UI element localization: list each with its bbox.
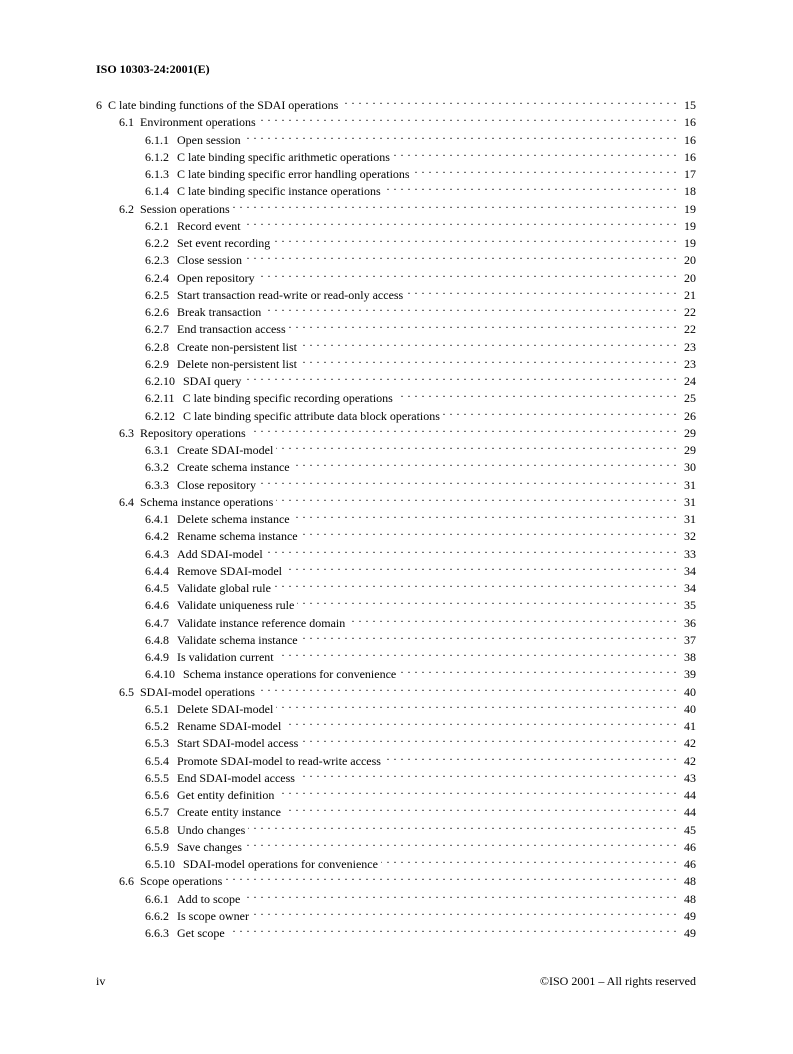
toc-entry-page: 42 <box>684 753 696 768</box>
toc-entry-page: 16 <box>684 149 696 164</box>
toc-entry-page: 44 <box>684 788 696 802</box>
toc-entry-page: 36 <box>684 615 696 630</box>
toc-entry-title: Environment operations <box>140 115 256 130</box>
toc-entry-title: SDAI-model operations <box>140 684 255 699</box>
toc-entry-page: 16 <box>684 115 696 130</box>
toc-dot-leader <box>399 661 677 678</box>
toc-dot-leader <box>396 385 677 402</box>
toc-entry-number: 6.2.2 <box>145 236 169 250</box>
toc-entry-page: 43 <box>684 770 696 785</box>
toc-entry-title: C late binding specific instance operations <box>177 184 381 199</box>
toc-entry-page: 22 <box>684 305 696 319</box>
toc-entry-page: 39 <box>684 667 696 682</box>
toc-entry-title: Create SDAI-model <box>177 443 274 457</box>
toc-dot-leader <box>300 351 677 368</box>
toc-entry-number: 6.1.4 <box>145 184 169 199</box>
toc-entry-page: 38 <box>684 650 696 664</box>
toc-entry-page: 37 <box>684 632 696 647</box>
toc-entry-page: 33 <box>684 546 696 561</box>
toc-dot-leader <box>393 144 677 161</box>
toc-entry-page: 49 <box>684 926 696 940</box>
toc-dot-leader <box>289 316 677 333</box>
toc-entry-page: 40 <box>684 684 696 699</box>
toc-entry-page: 16 <box>684 132 696 147</box>
table-of-contents <box>96 92 696 940</box>
toc-entry-page: 30 <box>684 460 696 475</box>
toc-entry-number: 6.2.7 <box>145 322 169 337</box>
toc-dot-leader <box>244 127 677 144</box>
toc-dot-leader <box>277 644 677 661</box>
toc-entry-page: 15 <box>684 98 696 112</box>
toc-entry-title: Rename SDAI-model <box>177 719 282 733</box>
toc-entry-number: 6.2.5 <box>145 287 169 302</box>
toc-entry-number: 6.6.1 <box>145 891 169 906</box>
toc-entry-number: 6.5.8 <box>145 822 169 837</box>
toc-dot-leader <box>384 178 677 195</box>
toc-entry-title: Add to scope <box>177 891 241 906</box>
toc-entry-number: 6.2 <box>119 201 134 216</box>
toc-entry-number: 6.4.2 <box>145 529 169 544</box>
toc-entry[interactable] <box>96 92 696 112</box>
toc-entry-title: Scope operations <box>140 874 223 889</box>
toc-dot-leader <box>301 627 677 644</box>
toc-entry-title: Open repository <box>177 270 255 285</box>
toc-dot-leader <box>258 265 677 282</box>
toc-entry-number: 6.2.9 <box>145 356 169 371</box>
toc-entry-title: SDAI-model operations for convenience <box>183 857 378 871</box>
toc-dot-leader <box>276 696 677 713</box>
toc-entry-page: 25 <box>684 391 696 406</box>
toc-dot-leader <box>301 730 677 747</box>
toc-entry-title: Delete schema instance <box>177 512 290 526</box>
toc-entry-title: End transaction access <box>177 322 286 337</box>
toc-entry-number: 6.4.3 <box>145 546 169 561</box>
toc-entry-title: End SDAI-model access <box>177 770 295 785</box>
toc-dot-leader <box>285 558 677 575</box>
toc-entry-number: 6.4.6 <box>145 598 169 613</box>
toc-dot-leader <box>274 575 677 592</box>
toc-entry-page: 19 <box>684 236 696 250</box>
toc-entry-number: 6.6 <box>119 874 134 889</box>
toc-entry-title: Create non-persistent list <box>177 339 297 354</box>
toc-entry-page: 34 <box>684 563 696 578</box>
toc-dot-leader <box>300 334 677 351</box>
toc-entry-title: Delete non-persistent list <box>177 356 297 371</box>
toc-dot-leader <box>244 368 677 385</box>
toc-dot-leader <box>298 765 677 782</box>
toc-dot-leader <box>266 541 677 558</box>
toc-dot-leader <box>406 282 677 299</box>
toc-entry-number: 6 <box>96 98 102 112</box>
toc-dot-leader <box>273 230 677 247</box>
toc-entry-page: 42 <box>684 736 696 751</box>
toc-entry-number: 6.2.1 <box>145 218 169 233</box>
toc-entry-number: 6.5.1 <box>145 701 169 716</box>
toc-entry-page: 31 <box>684 477 696 492</box>
toc-entry-page: 20 <box>684 270 696 285</box>
toc-entry-title: C late binding specific attribute data block operations <box>183 408 440 423</box>
toc-entry-page: 29 <box>684 443 696 457</box>
toc-entry-number: 6.5.6 <box>145 788 169 802</box>
toc-dot-leader <box>341 92 677 109</box>
toc-entry-page: 22 <box>684 322 696 337</box>
toc-entry-title: C late binding specific arithmetic operations <box>177 149 390 164</box>
toc-entry-title: SDAI query <box>183 374 242 388</box>
toc-entry-title: Session operations <box>140 201 230 216</box>
toc-entry-page: 24 <box>684 374 696 388</box>
toc-entry-title: Start transaction read-write or read-only access <box>177 287 404 302</box>
toc-entry-page: 17 <box>684 167 696 181</box>
toc-entry-page: 34 <box>684 581 696 595</box>
toc-entry-title: Create entity instance <box>177 805 281 820</box>
toc-dot-leader <box>264 299 677 316</box>
toc-entry-number: 6.4.1 <box>145 512 169 526</box>
toc-entry-title: Set event recording <box>177 236 271 250</box>
toc-entry-number: 6.1.3 <box>145 167 169 181</box>
toc-entry-title: C late binding functions of the SDAI operations <box>108 98 339 112</box>
toc-entry-number: 6.5.5 <box>145 770 169 785</box>
toc-entry-number: 6.5 <box>119 684 134 699</box>
toc-dot-leader <box>259 472 677 489</box>
toc-entry-page: 23 <box>684 356 696 371</box>
toc-entry-number: 6.4.5 <box>145 581 169 595</box>
toc-entry-page: 29 <box>684 425 696 440</box>
toc-dot-leader <box>276 437 677 454</box>
toc-dot-leader <box>276 489 677 506</box>
toc-entry-page: 40 <box>684 701 696 716</box>
toc-dot-leader <box>381 851 677 868</box>
toc-entry-number: 6.4.8 <box>145 632 169 647</box>
toc-entry-title: Schema instance operations <box>140 494 274 509</box>
footer-page-number: iv <box>96 974 106 988</box>
toc-entry-page: 48 <box>684 874 696 889</box>
toc-entry-number: 6.1.2 <box>145 149 169 164</box>
toc-entry-title: Validate uniqueness rule <box>177 598 295 613</box>
toc-dot-leader <box>384 748 677 765</box>
toc-dot-leader <box>245 247 677 264</box>
document-header: ISO 10303-24:2001(E) <box>96 62 210 76</box>
toc-entry-number: 6.2.12 <box>145 408 175 423</box>
toc-dot-leader <box>293 454 677 471</box>
toc-entry-page: 31 <box>684 512 696 526</box>
toc-dot-leader <box>249 420 677 437</box>
toc-entry-page: 31 <box>684 494 696 509</box>
toc-entry-title: Break transaction <box>177 305 262 319</box>
toc-entry-number: 6.5.9 <box>145 839 169 854</box>
toc-dot-leader <box>259 109 677 126</box>
toc-dot-leader <box>348 610 677 627</box>
toc-entry-title: Schema instance operations for convenience <box>183 667 397 682</box>
toc-entry-number: 6.5.3 <box>145 736 169 751</box>
toc-entry-page: 21 <box>684 287 696 302</box>
toc-entry-number: 6.4 <box>119 494 134 509</box>
toc-dot-leader <box>233 196 677 213</box>
toc-entry-title: C late binding specific error handling operations <box>177 167 410 181</box>
toc-entry-number: 6.6.2 <box>145 908 169 923</box>
toc-entry-number: 6.1.1 <box>145 132 169 147</box>
toc-dot-leader <box>284 799 677 816</box>
toc-dot-leader <box>243 886 677 903</box>
toc-entry-number: 6.2.10 <box>145 374 175 388</box>
toc-dot-leader <box>297 592 677 609</box>
toc-dot-leader <box>258 679 677 696</box>
toc-entry-number: 6.5.4 <box>145 753 169 768</box>
toc-entry-page: 35 <box>684 598 696 613</box>
toc-entry-title: Remove SDAI-model <box>177 563 282 578</box>
toc-entry-title: Add SDAI-model <box>177 546 263 561</box>
toc-dot-leader <box>248 817 677 834</box>
toc-entry-number: 6.3.1 <box>145 443 169 457</box>
toc-dot-leader <box>225 868 677 885</box>
toc-entry-title: Save changes <box>177 839 242 854</box>
toc-entry-number: 6.2.6 <box>145 305 169 319</box>
toc-entry-title: Record event <box>177 218 241 233</box>
toc-entry-number: 6.4.10 <box>145 667 175 682</box>
toc-dot-leader <box>245 834 677 851</box>
footer-copyright: ©ISO 2001 – All rights reserved <box>539 974 696 988</box>
toc-entry-page: 18 <box>684 184 696 199</box>
toc-entry-number: 6.4.9 <box>145 650 169 664</box>
toc-dot-leader <box>228 920 677 937</box>
toc-dot-leader <box>413 161 677 178</box>
toc-entry-title: C late binding specific recording operations <box>182 391 393 406</box>
toc-dot-leader <box>293 506 677 523</box>
toc-entry-number: 6.1 <box>119 115 134 130</box>
toc-entry-number: 6.4.4 <box>145 563 169 578</box>
toc-entry-page: 19 <box>684 201 696 216</box>
toc-entry-page: 26 <box>684 408 696 423</box>
toc-entry-title: Get scope <box>177 926 225 940</box>
toc-dot-leader <box>284 713 677 730</box>
toc-entry-page: 32 <box>684 529 696 544</box>
toc-dot-leader <box>252 903 677 920</box>
toc-entry-page: 41 <box>684 719 696 733</box>
toc-dot-leader <box>301 523 677 540</box>
toc-entry-title: Validate global rule <box>177 581 271 595</box>
toc-dot-leader <box>244 213 677 230</box>
toc-entry-number: 6.5.7 <box>145 805 169 820</box>
toc-dot-leader <box>277 782 677 799</box>
toc-entry-title: Promote SDAI-model to read-write access <box>177 753 381 768</box>
toc-entry-title: Close repository <box>177 477 256 492</box>
toc-entry-title: Create schema instance <box>177 460 290 475</box>
toc-entry-number: 6.4.7 <box>145 615 169 630</box>
toc-entry-title: Start SDAI-model access <box>177 736 299 751</box>
toc-entry-title: Open session <box>177 132 241 147</box>
toc-entry-title: Get entity definition <box>177 788 275 802</box>
toc-entry-page: 19 <box>684 218 696 233</box>
toc-entry-page: 49 <box>684 908 696 923</box>
toc-entry-title: Close session <box>177 253 243 268</box>
toc-entry-title: Delete SDAI-model <box>177 701 274 716</box>
toc-entry-title: Rename schema instance <box>177 529 298 544</box>
toc-entry-page: 46 <box>684 839 696 854</box>
toc-entry-page: 20 <box>684 253 696 268</box>
toc-entry-title: Validate schema instance <box>177 632 298 647</box>
toc-entry-number: 6.3 <box>119 425 134 440</box>
toc-dot-leader <box>443 403 677 420</box>
toc-entry-title: Repository operations <box>140 425 246 440</box>
toc-entry-number: 6.2.4 <box>145 270 169 285</box>
toc-entry-number: 6.5.10 <box>145 857 175 871</box>
toc-entry-page: 46 <box>684 857 696 871</box>
toc-entry-page: 23 <box>684 339 696 354</box>
toc-entry-page: 44 <box>684 805 696 820</box>
toc-entry-number: 6.2.11 <box>145 391 175 406</box>
toc-entry-title: Undo changes <box>177 822 246 837</box>
toc-entry-page: 45 <box>684 822 696 837</box>
toc-entry-number: 6.3.2 <box>145 460 169 475</box>
toc-entry-title: Validate instance reference domain <box>177 615 346 630</box>
toc-entry-title: Is validation current <box>177 650 274 664</box>
toc-entry-number: 6.2.3 <box>145 253 169 268</box>
toc-entry-number: 6.5.2 <box>145 719 169 733</box>
toc-entry-number: 6.3.3 <box>145 477 169 492</box>
toc-entry-page: 48 <box>684 891 696 906</box>
toc-entry-number: 6.2.8 <box>145 339 169 354</box>
toc-entry-number: 6.6.3 <box>145 926 169 940</box>
toc-entry-title: Is scope owner <box>177 908 249 923</box>
